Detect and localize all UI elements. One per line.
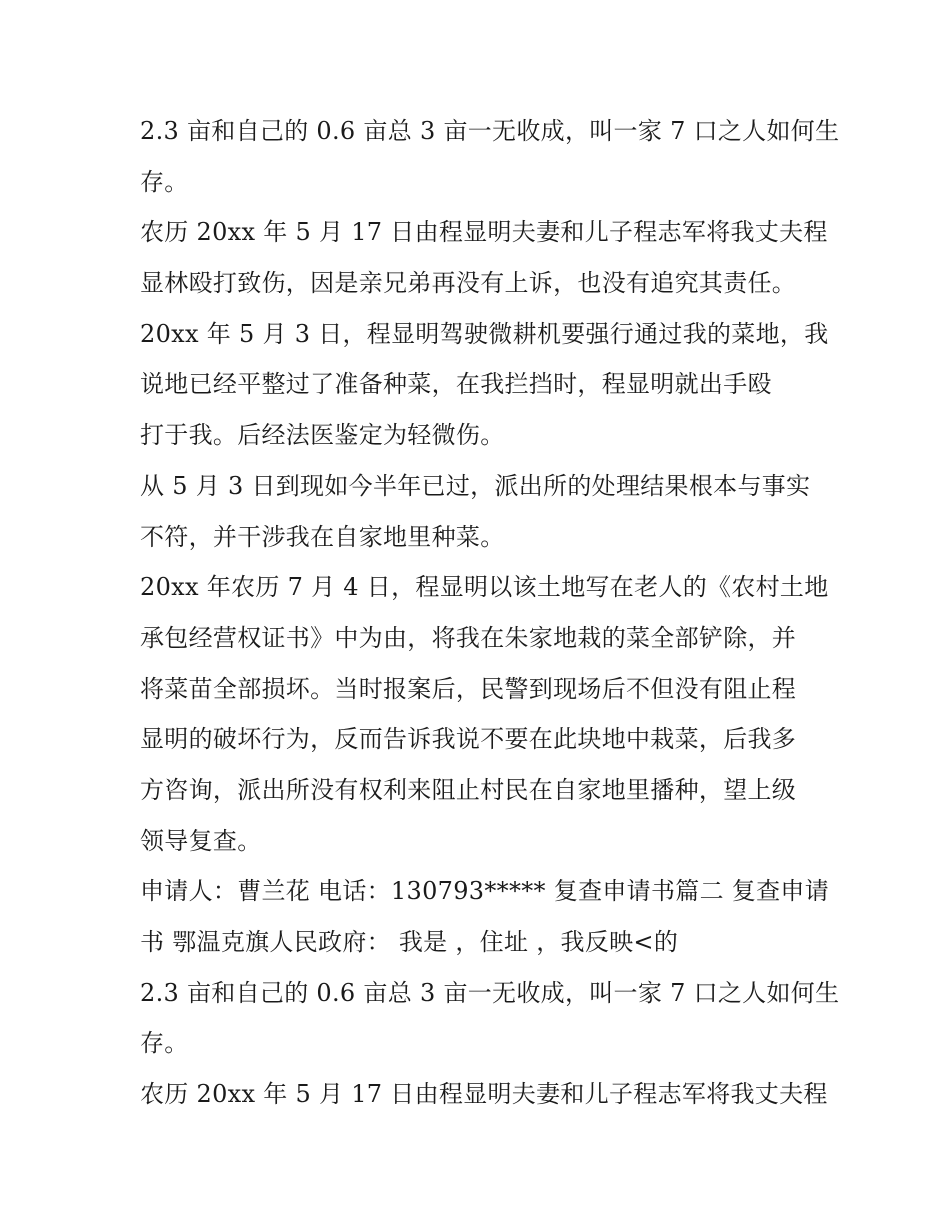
text-line: 方咨询，派出所没有权利来阻止村民在自家地里播种，望上级	[140, 775, 797, 804]
text-line: 将菜苗全部损坏。当时报案后，民警到现场后不但没有阻止程	[140, 674, 797, 703]
text-line: 申请人：曹兰花 电话：130793***** 复查申请书篇二 复查申请	[140, 877, 830, 906]
document-body	[140, 106, 840, 1120]
text-line: 显林殴打致伤，因是亲兄弟再没有上诉，也没有追究其责任。	[140, 269, 797, 298]
text-line: 2.3 亩和自己的 0.6 亩总 3 亩一无收成，叫一家 7 口之人如何生	[140, 117, 840, 145]
text-line: 说地已经平整过了准备种菜，在我拦挡时，程显明就出手殴	[140, 370, 772, 399]
text-line: 显明的破坏行为，反而告诉我说不要在此块地中栽菜，后我多	[140, 725, 797, 754]
text-line: 书 鄂温克旗人民政府： 我是 ，住址 ，我反映<的	[140, 928, 679, 956]
text-line: 存。	[140, 1029, 189, 1058]
text-line: 20xx 年 5 月 3 日，程显明驾驶微耕机要强行通过我的菜地，我	[140, 319, 829, 348]
text-line: 存。	[140, 167, 189, 196]
text-line: 从 5 月 3 日到现如今半年已过，派出所的处理结果根本与事实	[140, 471, 811, 500]
text-line: 打于我。后经法医鉴定为轻微伤。	[140, 421, 505, 450]
text-line: 农历 20xx 年 5 月 17 日由程显明夫妻和儿子程志军将我丈夫程	[140, 1080, 828, 1109]
text-line: 农历 20xx 年 5 月 17 日由程显明夫妻和儿子程志军将我丈夫程	[140, 218, 828, 247]
text-line: 承包经营权证书》中为由，将我在朱家地栽的菜全部铲除，并	[140, 623, 797, 652]
text-line: 20xx 年农历 7 月 4 日，程显明以该土地写在老人的《农村土地	[140, 573, 829, 602]
text-line: 领导复查。	[140, 826, 262, 855]
text-line: 2.3 亩和自己的 0.6 亩总 3 亩一无收成，叫一家 7 口之人如何生	[140, 978, 840, 1007]
text-line: 不符，并干涉我在自家地里种菜。	[140, 522, 505, 551]
